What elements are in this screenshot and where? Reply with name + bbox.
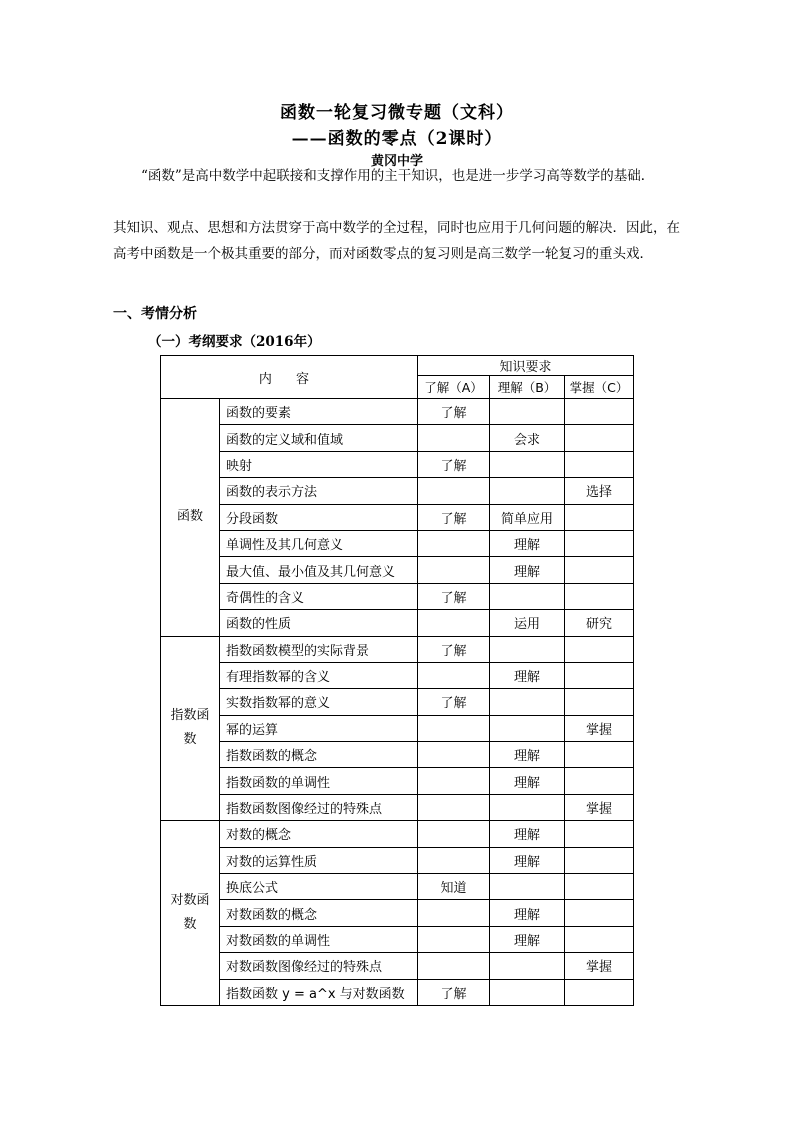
item-cell: 函数的定义域和值域 (220, 425, 418, 451)
table-row (161, 715, 634, 741)
table-row (161, 689, 634, 715)
table-row (161, 583, 634, 609)
item-cell: 对数的概念 (220, 821, 418, 847)
table-row (161, 900, 634, 926)
level-b-cell: 理解 (490, 900, 565, 926)
category-label: 数 (183, 917, 197, 933)
table-row (161, 636, 634, 662)
level-b-cell (490, 451, 565, 477)
table-row (161, 979, 634, 1005)
table-row (161, 504, 634, 530)
item-cell: 换底公式 (220, 874, 418, 900)
category-cell (161, 399, 220, 637)
table-row (161, 821, 634, 847)
item-cell: 指数函数的概念 (220, 742, 418, 768)
level-c-cell (565, 530, 634, 556)
level-c-cell (565, 689, 634, 715)
level-c-cell: 选择 (565, 478, 634, 504)
table-row (161, 847, 634, 873)
level-a-cell (418, 953, 490, 979)
item-cell: 有理指数幂的含义 (220, 662, 418, 688)
level-b-cell (490, 583, 565, 609)
level-b-cell (490, 715, 565, 741)
level-b-cell (490, 689, 565, 715)
level-a-cell (418, 557, 490, 583)
level-a-cell (418, 715, 490, 741)
intro-paragraph-2: 其知识、观点、思想和方法贯穿于高中数学的全过程，同时也应用于几何问题的解决．因此，在高考中函数是一个极其重要的部分，而对函数零点的复习则是高三数学一轮复习的重头戏． (113, 220, 680, 262)
table-row (161, 768, 634, 794)
category-cell (161, 636, 220, 821)
item-cell: 幂的运算 (220, 715, 418, 741)
level-b-cell (490, 399, 565, 425)
item-cell: 函数的表示方法 (220, 478, 418, 504)
level-c-cell (565, 979, 634, 1005)
level-b-cell (490, 478, 565, 504)
level-c-cell (565, 847, 634, 873)
item-cell: 函数的性质 (220, 610, 418, 636)
level-b-cell: 理解 (490, 742, 565, 768)
level-c-cell: 研究 (565, 610, 634, 636)
level-c-cell (565, 583, 634, 609)
item-cell: 指数函数 y = a^x 与对数函数 (220, 979, 418, 1005)
level-c-cell (565, 742, 634, 768)
document-subtitle: ——函数的零点（2课时） (291, 129, 503, 149)
item-cell: 实数指数幂的意义 (220, 689, 418, 715)
level-header-c: 掌握（C） (565, 376, 634, 399)
table-row (161, 451, 634, 477)
level-b-cell (490, 953, 565, 979)
level-a-cell (418, 425, 490, 451)
content-header: 内 容 (161, 356, 418, 399)
table-row (161, 874, 634, 900)
item-cell: 分段函数 (220, 504, 418, 530)
level-c-cell: 掌握 (565, 794, 634, 820)
level-a-cell (418, 610, 490, 636)
item-cell: 对数函数图像经过的特殊点 (220, 953, 418, 979)
level-a-cell (418, 900, 490, 926)
level-header-b: 理解（B） (490, 376, 565, 399)
category-label: 数 (183, 732, 197, 748)
level-a-cell (418, 847, 490, 873)
level-b-cell: 运用 (490, 610, 565, 636)
level-b-cell: 理解 (490, 557, 565, 583)
level-b-cell: 理解 (490, 662, 565, 688)
level-b-cell: 会求 (490, 425, 565, 451)
level-c-cell (565, 662, 634, 688)
level-c-cell (565, 425, 634, 451)
table-row (161, 425, 634, 451)
level-a-cell: 了解 (418, 451, 490, 477)
level-a-cell: 了解 (418, 979, 490, 1005)
item-cell: 单调性及其几何意义 (220, 530, 418, 556)
category-label: 对数函 (170, 893, 210, 909)
level-a-cell (418, 478, 490, 504)
item-cell: 指数函数的单调性 (220, 768, 418, 794)
level-b-cell: 理解 (490, 926, 565, 952)
level-b-cell (490, 636, 565, 662)
table-row (161, 478, 634, 504)
item-cell: 指数函数图像经过的特殊点 (220, 794, 418, 820)
item-cell: 对数的运算性质 (220, 847, 418, 873)
section-heading: 一、考情分析 (113, 306, 197, 322)
level-a-cell: 知道 (418, 874, 490, 900)
level-c-cell (565, 557, 634, 583)
level-a-cell (418, 926, 490, 952)
level-b-cell: 理解 (490, 530, 565, 556)
level-b-cell (490, 979, 565, 1005)
category-label: 函数 (176, 509, 203, 525)
level-c-cell (565, 451, 634, 477)
school-name: 黄冈中学 (370, 154, 423, 169)
item-cell: 指数函数模型的实际背景 (220, 636, 418, 662)
level-a-cell: 了解 (418, 583, 490, 609)
item-cell: 函数的要素 (220, 399, 418, 425)
level-a-cell: 了解 (418, 399, 490, 425)
item-cell: 对数函数的单调性 (220, 926, 418, 952)
level-a-cell: 了解 (418, 636, 490, 662)
table-row (161, 662, 634, 688)
level-c-cell (565, 926, 634, 952)
level-b-cell: 简单应用 (490, 504, 565, 530)
requirements-table (160, 355, 634, 1006)
category-cell (161, 821, 220, 1006)
table-row (161, 794, 634, 820)
level-b-cell (490, 874, 565, 900)
level-c-cell (565, 874, 634, 900)
level-a-cell (418, 794, 490, 820)
knowledge-header: 知识要求 (418, 356, 634, 376)
level-a-cell (418, 768, 490, 794)
level-b-cell: 理解 (490, 847, 565, 873)
level-b-cell: 理解 (490, 768, 565, 794)
intro-paragraph-1: “函数”是高中数学中起联接和支撑作用的主干知识，也是进一步学习高等数学的基础． (141, 168, 655, 184)
level-c-cell (565, 768, 634, 794)
level-c-cell (565, 900, 634, 926)
level-a-cell (418, 742, 490, 768)
table-row (161, 953, 634, 979)
level-a-cell: 了解 (418, 504, 490, 530)
table-row (161, 399, 634, 425)
table-row (161, 530, 634, 556)
table-header-row (161, 356, 634, 376)
category-label: 指数函 (170, 708, 210, 724)
level-c-cell (565, 399, 634, 425)
level-a-cell (418, 821, 490, 847)
level-a-cell (418, 530, 490, 556)
table-row (161, 742, 634, 768)
level-a-cell: 了解 (418, 689, 490, 715)
item-cell: 对数函数的概念 (220, 900, 418, 926)
level-b-cell: 理解 (490, 821, 565, 847)
level-c-cell (565, 636, 634, 662)
level-header-a: 了解（A） (418, 376, 490, 399)
level-c-cell: 掌握 (565, 715, 634, 741)
table-row (161, 610, 634, 636)
level-a-cell (418, 662, 490, 688)
level-b-cell (490, 794, 565, 820)
item-cell: 最大值、最小值及其几何意义 (220, 557, 418, 583)
level-c-cell (565, 821, 634, 847)
table-row (161, 926, 634, 952)
subsection-heading: （一）考纲要求（2016年） (148, 334, 321, 350)
level-c-cell (565, 504, 634, 530)
level-c-cell: 掌握 (565, 953, 634, 979)
document-title: 函数一轮复习微专题（文科） (280, 103, 514, 123)
item-cell: 映射 (220, 451, 418, 477)
item-cell: 奇偶性的含义 (220, 583, 418, 609)
table-row (161, 557, 634, 583)
